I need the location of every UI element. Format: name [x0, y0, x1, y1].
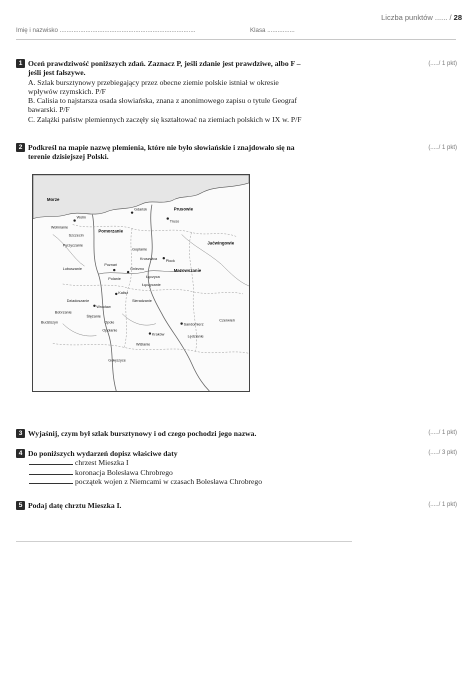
river-pilica: [122, 314, 156, 325]
task-3-points: (...../ 1 pkt): [428, 430, 457, 436]
map-tribe-prusowie[interactable]: Prusowie: [173, 206, 194, 212]
score-max: 28: [453, 13, 462, 22]
task-1-item-c[interactable]: C. Zalążki państw plemiennych zaczęły się kształtować na ziemiach polskich w IX w. P/F: [28, 114, 302, 124]
task-5: [16, 501, 436, 510]
name-label: Imię i nazwisko: [16, 27, 58, 34]
map-tribe-bobrzanie[interactable]: Bobrzanie: [54, 310, 72, 315]
settlement-dot: [167, 217, 169, 219]
map-place-opole: Opole: [104, 320, 115, 325]
border-south: [53, 343, 249, 353]
map-place-gniezno: Gniezno: [130, 267, 145, 272]
task-2: [16, 143, 436, 162]
task-3-question: Wyjaśnij, czym był szlak bursztynowy i od czego pochodzi jego nazwa.: [28, 429, 257, 438]
task-4-event-3: początek wojen z Niemcami w czasach Bolesława Chrobrego: [75, 476, 263, 486]
task-4-row-1: [16, 458, 436, 467]
settlement-dot: [163, 257, 165, 259]
map-place-kalisz: Kalisz: [118, 290, 129, 295]
map-tribe-leczycanie[interactable]: Łęczycanie: [141, 282, 161, 287]
settlement-dot: [115, 293, 117, 295]
map-tribe-wolinianie[interactable]: Wolinianie: [50, 225, 69, 230]
task-4-points: (...../ 3 pkt): [428, 450, 457, 456]
river-wisla: [145, 205, 209, 391]
task-5-points: (...../ 1 pkt): [428, 502, 457, 508]
task-1-question-line-1: Oceń prawdziwość poniższych zdań. Zaznacz P, jeśli zdanie jest prawdziwe, albo F –: [28, 59, 301, 68]
map-tribe-sieradzanie[interactable]: Sieradzanie: [132, 298, 152, 303]
date-answer-blank[interactable]: [29, 458, 73, 465]
task-1: [16, 59, 436, 124]
settlement-dot: [73, 219, 75, 221]
task-number-badge: 5: [16, 501, 25, 510]
task-5-question: Podaj datę chrztu Mieszka I.: [28, 501, 122, 510]
settlement-dot: [180, 322, 182, 324]
task-2-question-line-1: Podkreśl na mapie nazwę plemienia, które nie było słowiańskie i znajdowało się na: [28, 143, 295, 152]
map-place-budziszyn: Budziszyn: [40, 320, 59, 325]
river-tributary: [53, 234, 85, 266]
header-divider: [16, 39, 456, 40]
map-tribe-slezanie[interactable]: Ślężanie: [86, 314, 101, 319]
task-1-points: (...../ 1 pkt): [428, 61, 457, 67]
task-4-event-2: koronacja Bolesława Chrobrego: [75, 467, 173, 477]
task-4-row-2: [16, 468, 436, 477]
map-place-leczyca: Łęczyca: [145, 275, 160, 280]
settlement-dot: [149, 332, 151, 334]
map-tribe-jacwingowie[interactable]: Jaćwingowie: [207, 240, 235, 246]
name-dots: ...............................................................................: [59, 27, 196, 34]
river-odra: [92, 215, 116, 391]
map-place-sandomierz: Sandomierz: [183, 322, 204, 327]
date-answer-blank[interactable]: [29, 477, 73, 484]
map-tribe-ledzianie[interactable]: Lędzianie: [187, 334, 204, 339]
task-number-badge: 4: [16, 449, 25, 458]
river-nysa: [63, 324, 97, 336]
map-place-truso: Truso: [169, 219, 180, 224]
map-tribe-pomorzanie[interactable]: Pomorzanie: [98, 228, 124, 234]
task-number-badge: 2: [16, 143, 25, 152]
map-tribe-pyrzyczanie[interactable]: Pyrzyczanie: [62, 243, 83, 248]
task-2-points: (...../ 1 pkt): [428, 145, 457, 151]
task-4-event-1: chrzest Mieszka I: [75, 458, 129, 468]
border-north: [73, 225, 236, 237]
map-label-sea: Morze: [46, 196, 60, 202]
settlement-dot: [93, 305, 95, 307]
total-score: [381, 13, 462, 22]
map-svg: [33, 175, 249, 391]
map-place-czerwien: Czerwień: [219, 318, 235, 323]
map-place-krakow: Kraków: [151, 332, 165, 337]
map-place-wolin: Wolin: [76, 215, 86, 220]
task-number-badge: 1: [16, 59, 25, 68]
map-tribe-lubuszanie[interactable]: Lubuszanie: [62, 267, 82, 272]
task-4: [16, 449, 436, 486]
settlement-dot: [113, 269, 115, 271]
sea-area: [33, 175, 249, 219]
task-1-question-line-2: jeśli jest fałszywe.: [28, 68, 86, 78]
map-place-plock: Płock: [165, 259, 175, 264]
border-west-central: [124, 229, 132, 348]
map-place-szczecin: Szczecin: [68, 233, 84, 238]
task-1-item-b-cont[interactable]: bawarski. P/F: [28, 105, 70, 115]
task-4-question: Do poniższych wydarzeń dopisz właściwe daty: [28, 449, 178, 458]
student-name-line[interactable]: [16, 27, 196, 34]
class-label[interactable]: Klasa ................: [250, 27, 295, 34]
tribes-map[interactable]: [32, 174, 250, 392]
map-tribe-dziadoszanie[interactable]: Dziadoszanie: [66, 298, 90, 303]
score-label: Liczba punktów ...... /: [381, 13, 452, 22]
map-place-kruszwica: Kruszwica: [140, 257, 158, 262]
map-tribe-polanie[interactable]: Polanie: [108, 277, 121, 282]
task-1-item-a-cont[interactable]: wpływów rzymskich. P/F: [28, 86, 106, 96]
settlement-dot: [131, 211, 133, 213]
footer-divider: [16, 541, 352, 542]
task-3: [16, 429, 436, 438]
map-place-poznan: Poznań: [104, 263, 118, 268]
map-place-wroclaw: Wrocław: [96, 304, 111, 309]
map-tribe-opolanie[interactable]: Opolanie: [102, 328, 118, 333]
map-tribe-goplanie[interactable]: Goplanie: [132, 247, 148, 252]
map-tribe-wislanie[interactable]: Wiślanie: [136, 342, 151, 347]
task-1-item-a[interactable]: A. Szlak bursztynowy przebiegający przez obecne ziemie polskie istniał w okresie: [28, 77, 279, 87]
settlement-dot: [127, 271, 129, 273]
task-1-item-b[interactable]: B. Calisia to najstarsza osada słowiańska, znana z anonimowego zapisu o tytule Geograf: [28, 96, 298, 106]
task-4-row-3: [16, 477, 436, 486]
map-tribe-goleszyce[interactable]: Gołęszyce: [108, 358, 126, 363]
task-number-badge: 3: [16, 429, 25, 438]
date-answer-blank[interactable]: [29, 468, 73, 475]
task-2-question-line-2: terenie dzisiejszej Polski.: [28, 152, 109, 162]
map-tribe-mazowszanie[interactable]: Mazowszanie: [173, 268, 202, 274]
map-place-gdansk: Gdańsk: [134, 207, 148, 212]
